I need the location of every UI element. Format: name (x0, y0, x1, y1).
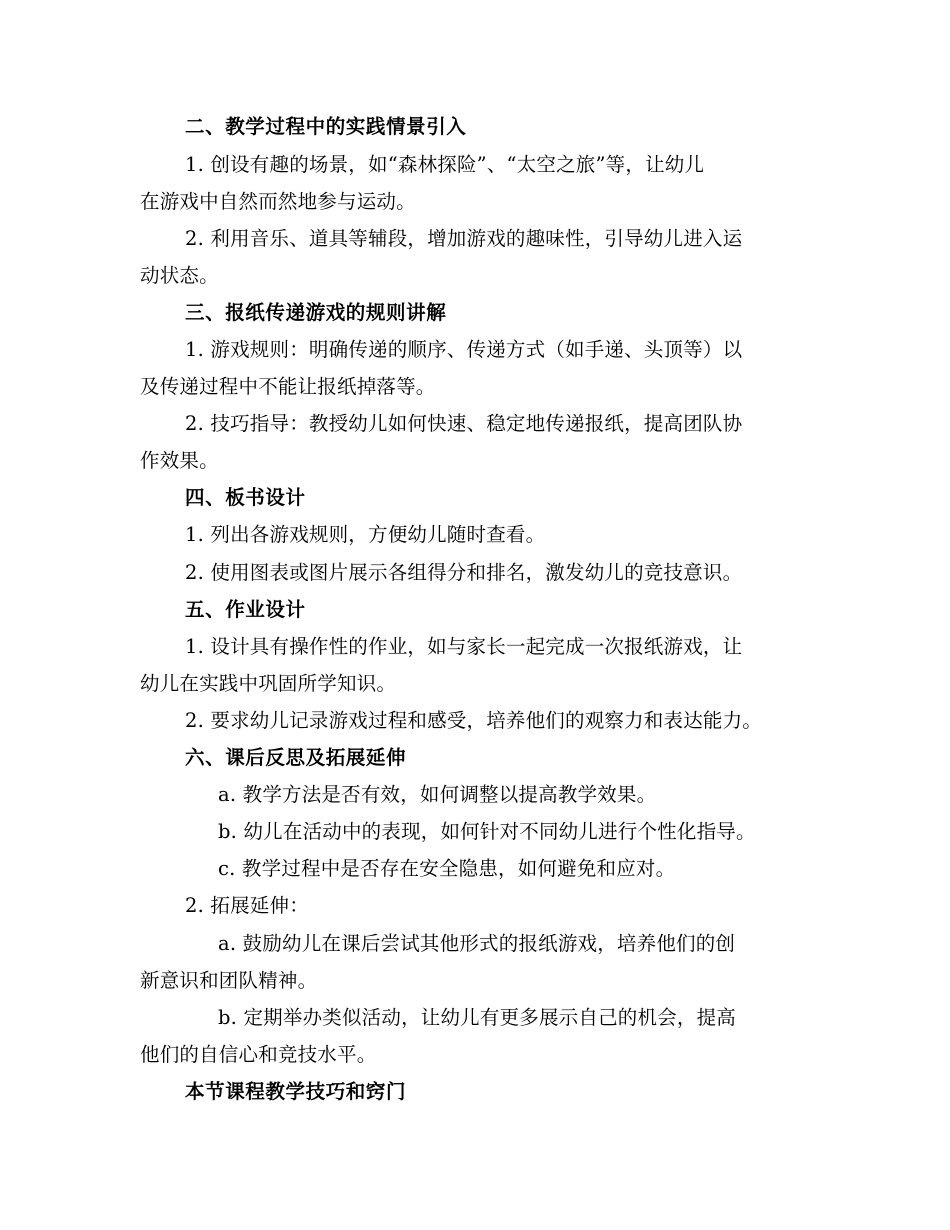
paragraph-line: 1. 创设有趣的场景，如“森林探险”、“太空之旅”等，让幼儿 (185, 153, 705, 176)
paragraph-line: b. 幼儿在活动中的表现，如何针对不同幼儿进行个性化指导。 (218, 820, 756, 843)
paragraph-line: 动状态。 (140, 264, 219, 287)
paragraph-line: 作效果。 (140, 449, 219, 472)
section-heading-6: 六、课后反思及拓展延伸 (185, 746, 407, 769)
paragraph-line: 2. 使用图表或图片展示各组得分和排名，激发幼儿的竞技意识。 (185, 561, 743, 584)
paragraph-line: c. 教学过程中是否存在安全隐患，如何避免和应对。 (218, 857, 676, 880)
paragraph-line: b. 定期举办类似活动，让幼儿有更多展示自己的机会，提高 (218, 1006, 736, 1029)
section-heading-2: 二、教学过程中的实践情景引入 (185, 115, 467, 138)
paragraph-line: 1. 设计具有操作性的作业，如与家长一起完成一次报纸游戏，让 (185, 635, 743, 658)
paragraph-line: a. 教学方法是否有效，如何调整以提高教学效果。 (218, 783, 657, 806)
section-heading-tips: 本节课程教学技巧和窍门 (185, 1080, 407, 1103)
paragraph-line: 1. 列出各游戏规则，方便幼儿随时查看。 (185, 523, 546, 546)
paragraph-line: 他们的自信心和竞技水平。 (140, 1043, 377, 1066)
paragraph-line: 在游戏中自然而然地参与运动。 (140, 190, 416, 213)
paragraph-line: 2. 利用音乐、道具等辅段，增加游戏的趣味性，引导幼儿进入运 (185, 227, 743, 250)
section-heading-5: 五、作业设计 (185, 598, 306, 621)
section-heading-3: 三、报纸传递游戏的规则讲解 (185, 301, 447, 324)
section-heading-4: 四、板书设计 (185, 486, 306, 509)
paragraph-line: 2. 要求幼儿记录游戏过程和感受，培养他们的观察力和表达能力。 (185, 709, 763, 732)
paragraph-line: 幼儿在实践中巩固所学知识。 (140, 672, 397, 695)
paragraph-line: 2. 技巧指导：教授幼儿如何快速、稳定地传递报纸，提高团队协 (185, 412, 743, 435)
paragraph-line: 1. 游戏规则：明确传递的顺序、传递方式（如手递、头顶等）以 (185, 338, 743, 361)
paragraph-line: 新意识和团队精神。 (140, 969, 318, 992)
paragraph-line: 2. 拓展延伸： (185, 894, 309, 917)
paragraph-line: a. 鼓励幼儿在课后尝试其他形式的报纸游戏，培养他们的创 (218, 932, 736, 955)
paragraph-line: 及传递过程中不能让报纸掉落等。 (140, 375, 436, 398)
